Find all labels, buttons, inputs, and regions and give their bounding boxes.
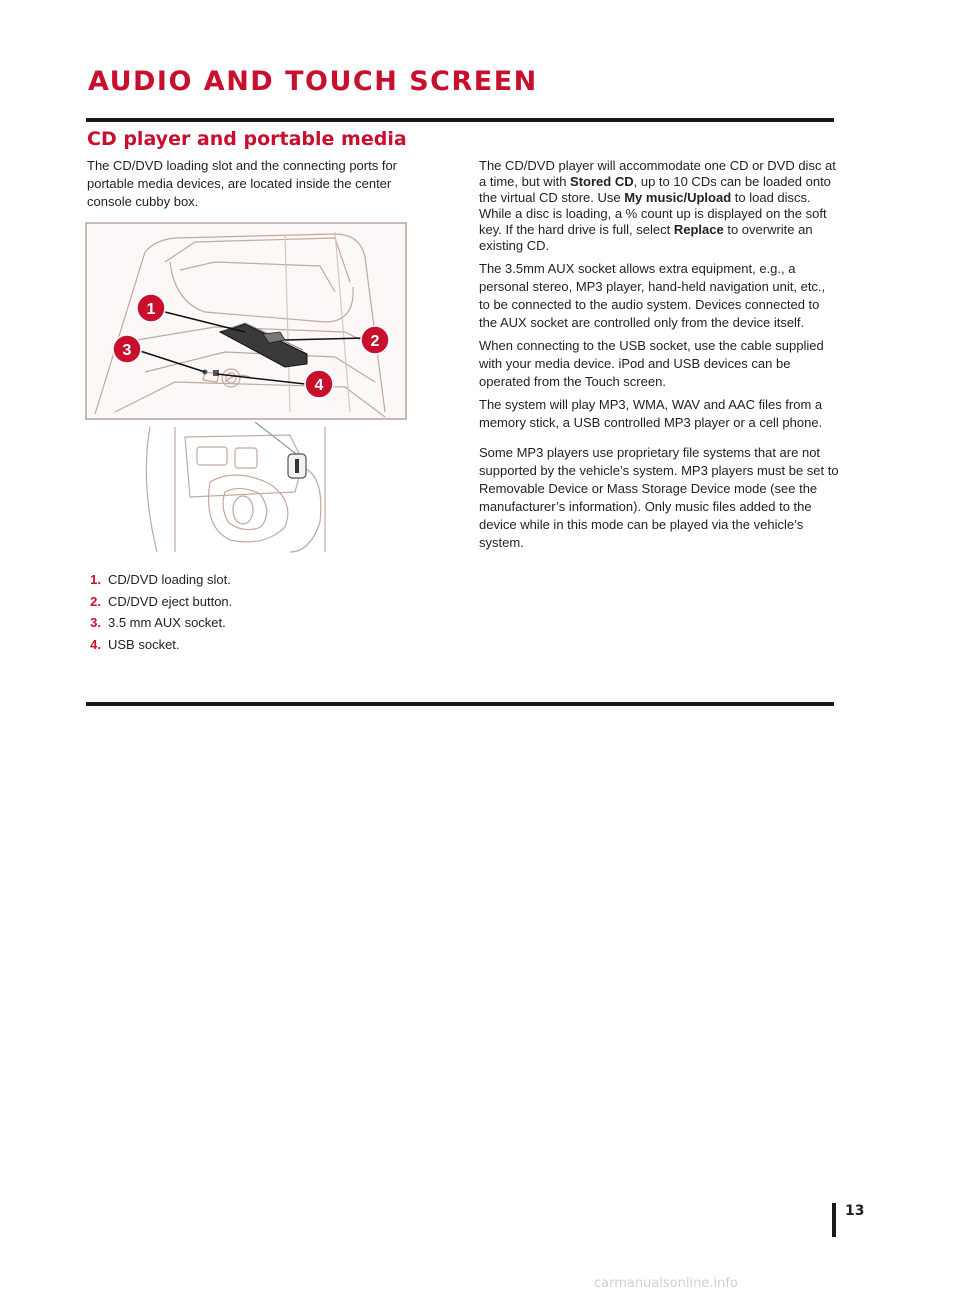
paragraph-formats: The system will play MP3, WMA, WAV and AAC files from a memory stick, a USB controlled MP3 player or a cell phone.: [479, 397, 823, 430]
list-item: [84, 569, 232, 591]
callout-number: 3.: [90, 615, 101, 631]
marker-3-label: 3: [122, 342, 132, 359]
paragraph-mp3-players: Some MP3 players use proprietary file systems that are not supported by the vehicle’s system. MP3 players must be set to Removable Device or Mass Storage Device mode (see the manufacturer’s information). Only music files added to the device while in this mode can be played via the vehicle’s system.: [479, 445, 839, 550]
page-number: 13: [845, 1203, 865, 1219]
page-number-bar: [832, 1203, 836, 1237]
callout-marker-4: [305, 370, 333, 398]
term-stored-cd: Stored CD: [570, 174, 634, 189]
term-my-music: My music: [624, 190, 684, 205]
right-column: [479, 158, 839, 557]
callout-number: 2.: [90, 593, 101, 609]
callout-list: [84, 569, 232, 655]
callout-number: 1.: [90, 572, 101, 588]
page-subheading: CD player and portable media: [87, 128, 407, 150]
marker-1-label: 1: [146, 301, 156, 318]
text-run: The CD/DVD player will accommodate one CD or DVD disc at a time, but with: [479, 158, 836, 189]
list-item: [84, 591, 232, 613]
marker-4-label: 4: [314, 377, 324, 394]
marker-2-label: 2: [370, 333, 380, 350]
console-illustration: [85, 222, 407, 558]
section-title: AUDIO AND TOUCH SCREEN: [88, 66, 538, 97]
callout-text: USB socket.: [108, 636, 180, 652]
text-run: /: [683, 190, 688, 205]
callout-marker-3: [113, 335, 141, 363]
list-item: [84, 612, 232, 634]
text-run: , up to 10 CDs can be loaded onto the virtual CD store. Use: [479, 174, 831, 205]
text-run: to overwrite an existing CD.: [479, 222, 813, 253]
paragraph-cd-store: [479, 158, 839, 254]
lead-paragraph: The CD/DVD loading slot and the connecting ports for portable media devices, are located inside the center console cubby box.: [87, 158, 398, 209]
callout-number: 4.: [90, 636, 101, 652]
callout-text: CD/DVD eject button.: [108, 593, 233, 609]
list-item: [84, 634, 232, 656]
term-upload: Upload: [687, 190, 732, 205]
term-replace: Replace: [673, 222, 724, 237]
header-rule: [86, 118, 834, 122]
watermark: carmanualsonline.info: [594, 1276, 738, 1291]
callout-text: CD/DVD loading slot.: [108, 572, 231, 588]
paragraph-aux: The 3.5mm AUX socket allows extra equipment, e.g., a personal stereo, MP3 player, hand-held navigation unit, etc., to be connected to the audio system. Devices connected to the AUX socket are controlled only from the device itself.: [479, 261, 826, 330]
paragraph-usb: When connecting to the USB socket, use the cable supplied with your media device. iPod and USB devices can be operated from the Touch screen.: [479, 338, 824, 389]
console-overview: [146, 422, 325, 552]
callout-marker-2: [361, 326, 389, 354]
footer-rule: [86, 702, 834, 706]
callout-marker-1: [137, 294, 165, 322]
text-run: to load discs. While a disc is loading, a % count up is displayed on the soft key. If the hard drive is full, select: [479, 190, 827, 237]
callout-text: 3.5 mm AUX socket.: [108, 615, 226, 631]
cubby-inset: [86, 223, 406, 419]
